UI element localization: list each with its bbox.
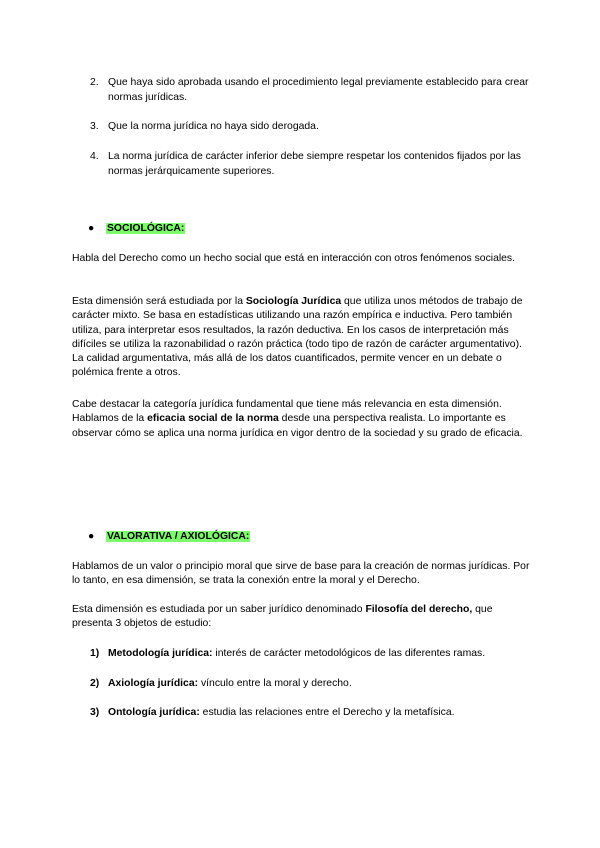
- bullet-icon: ●: [88, 531, 95, 542]
- section-heading-valorativa: [88, 530, 250, 544]
- bold-term: Ontología jurídica:: [108, 707, 200, 718]
- list-item: 2) Axiología jurídica: vínculo entre la moral y derecho.: [90, 678, 352, 689]
- bold-term: Sociología Jurídica: [245, 296, 342, 307]
- paragraph: Hablamos de un valor o principio moral que sirve de base para la creación de normas jurídicas. Por lo tanto, en esa dimensión, se trata la conexión entre la moral y el Derecho.: [72, 561, 530, 587]
- bold-term: Filosofía del derecho,: [365, 604, 473, 615]
- list-text: Que haya sido aprobada usando el procedimiento legal previamente establecido para crear normas jurídicas.: [108, 77, 529, 103]
- heading-text: SOCIOLÓGICA:: [107, 223, 185, 234]
- paragraph: Habla del Derecho como un hecho social que está en interacción con otros fenómenos sociales.: [72, 253, 516, 264]
- list-item-2: [90, 76, 550, 105]
- bold-term: eficacia social de la norma: [147, 413, 279, 425]
- paragraph: Cabe destacar la categoría jurídica fundamental que tiene más relevancia en esta dimensión. Hablamos de la eficacia social de la norma desde una perspectiva realista. Lo importante es observar cómo se aplica una norma jurídica en vigor dentro de la sociedad y su grado de eficacia.: [72, 399, 523, 439]
- list-item-3: [90, 120, 550, 135]
- list-text: La norma jurídica de carácter inferior debe siempre respetar los contenidos fijados por las normas jerárquicamente superiores.: [108, 151, 521, 177]
- list-item: 3) Ontología jurídica: estudia las relaciones entre el Derecho y la metafísica.: [90, 707, 455, 718]
- paragraph: Esta dimensión será estudiada por la Sociología Jurídica que utiliza unos métodos de trabajo de carácter mixto. Se basa en estadísticas utilizando una razón empírica e inductiva. Pero también utiliza, para interpretar esos resultados, la razón deductiva. En los casos de interpretación más difíciles se utiliza la razonabilidad o razón práctica (todo tipo de razón de carácter argumentativo). La calidad argumentativa, más allá de los datos cuantificados, permite vencer en un debate o polémica frente a otros.: [72, 296, 523, 379]
- list-number: 4.: [90, 151, 99, 162]
- bold-term: Axiología jurídica:: [108, 678, 199, 689]
- section-heading-sociologica: [88, 222, 185, 236]
- list-item: 1) Metodología jurídica: interés de carácter metodológicos de las diferentes ramas.: [90, 648, 486, 659]
- list-number: 2.: [90, 77, 99, 88]
- bold-term: Metodología jurídica:: [108, 648, 213, 659]
- list-number: 3.: [90, 121, 99, 132]
- paragraph: Esta dimensión es estudiada por un saber jurídico denominado Filosofía del derecho, que presenta 3 objetos de estudio:: [72, 604, 493, 630]
- list-item-4: [90, 150, 550, 179]
- list-text: Que la norma jurídica no haya sido derogada.: [108, 121, 319, 132]
- heading-text: VALORATIVA / AXIOLÓGICA:: [107, 531, 250, 542]
- bullet-icon: ●: [88, 223, 95, 234]
